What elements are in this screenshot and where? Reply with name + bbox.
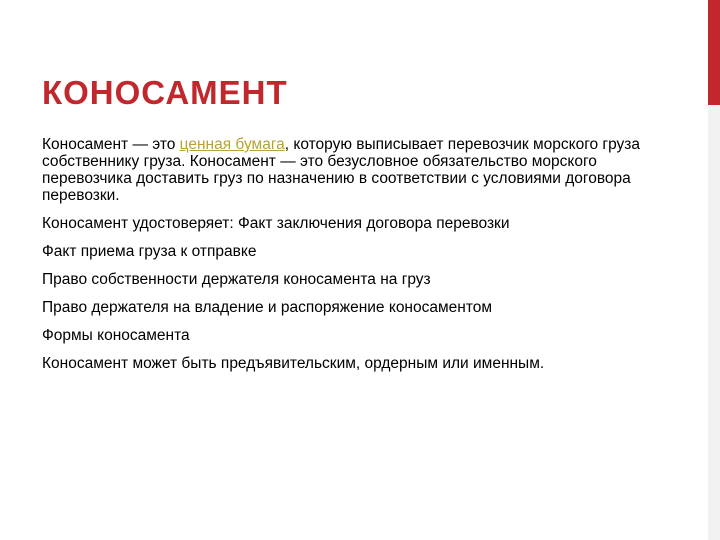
- paragraph-types: Коносамент может быть предъявительским, ордерным или именным.: [42, 355, 545, 372]
- paragraph-holder-rights: Право держателя на владение и распоряжение коносаментом: [42, 299, 493, 316]
- securities-link[interactable]: ценная бумага: [179, 136, 285, 153]
- paragraph-definition: [42, 136, 642, 204]
- paragraph-certifies: Коносамент удостоверяет: Факт заключения договора перевозки: [42, 215, 510, 232]
- paragraph-text: , которую выписывает перевозчик морского груза собственнику груза. Коносамент — это безусловное обязательство морского перевозчика доставить груз по назначению в соответствии с условиями договора перевозки.: [42, 136, 641, 204]
- slide-title: КОНОСАМЕНТ: [42, 74, 288, 111]
- paragraph-acceptance: Факт приема груза к отправке: [42, 243, 257, 260]
- slide-body: [42, 136, 642, 383]
- paragraph-forms: Формы коносамента: [42, 327, 190, 344]
- accent-bar: [708, 0, 720, 105]
- paragraph-text: Коносамент — это: [42, 136, 180, 153]
- paragraph-ownership: Право собственности держателя коносамента на груз: [42, 271, 431, 288]
- side-bar: [708, 105, 720, 540]
